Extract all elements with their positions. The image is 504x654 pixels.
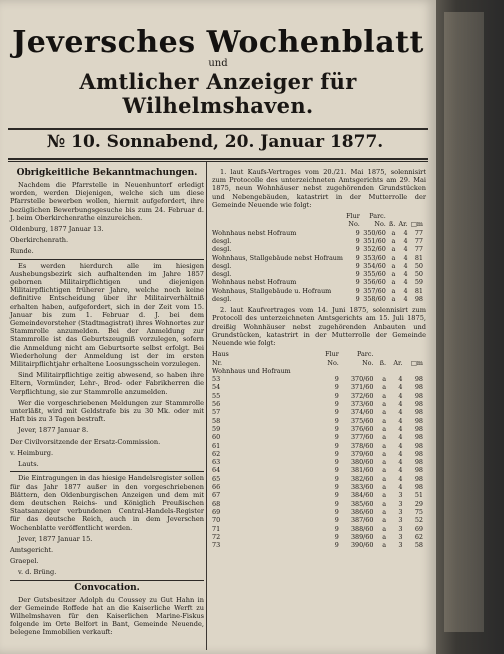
table-cell: 9	[355, 236, 360, 245]
table-cell: 3	[398, 516, 403, 525]
masthead	[8, 26, 428, 118]
issue-rule-bottom-thin	[8, 161, 428, 162]
table-cell: 9	[355, 270, 360, 279]
table-cell: 384/60	[350, 491, 374, 500]
table-cell: Nr.	[212, 358, 222, 367]
table-cell: 9	[334, 491, 339, 500]
table-cell: a	[382, 433, 387, 442]
table-cell: 3	[398, 532, 403, 541]
table-cell: desgl.	[212, 270, 232, 279]
table-cell: 4	[403, 253, 408, 262]
table-cell: 9	[334, 441, 339, 450]
table-cell: a	[382, 416, 387, 425]
table-row	[212, 287, 426, 295]
table-cell: 357/60	[363, 286, 386, 295]
table-row	[212, 458, 426, 466]
table-row	[212, 237, 426, 245]
table-cell: 77	[414, 245, 423, 254]
notice-signature: Jever, 1877 Januar 8.	[18, 426, 89, 435]
table-cell: 9	[334, 391, 339, 400]
table-cell: 98	[414, 466, 423, 475]
table-cell: 69	[414, 524, 423, 533]
table-cell: 9	[334, 433, 339, 442]
table-cell: 70	[212, 516, 221, 525]
table-cell: Wohnhaus, Stallgebäude u. Hofraum	[212, 286, 332, 295]
table-cell: 77	[414, 228, 423, 237]
table-cell: 9	[334, 541, 339, 550]
table-cell: 9	[334, 474, 339, 483]
table-cell: 379/60	[350, 449, 374, 458]
table-cell: 9	[334, 499, 339, 508]
table-row	[212, 229, 426, 237]
notice-signature: Jever, 1877 Januar 15.	[18, 534, 93, 543]
table-row	[212, 442, 426, 450]
table-row	[212, 466, 426, 474]
table-cell: 9	[334, 466, 339, 475]
issue-line: № 10. Sonnabend, 20. Januar 1877.	[46, 132, 384, 152]
table-cell: a	[382, 424, 387, 433]
table-cell: a	[382, 400, 387, 409]
table-row	[212, 408, 426, 416]
table-cell: 4	[398, 408, 403, 417]
table-cell: 55	[212, 391, 221, 400]
table-cell: 376/60	[350, 424, 374, 433]
section-heading: Obrigkeitliche Bekanntmachungen.	[16, 168, 198, 178]
newspaper-subtitle: Amtlicher Anzeiger für Wilhelmshaven.	[79, 69, 357, 118]
table-cell: 9	[355, 286, 360, 295]
column-divider	[206, 162, 207, 650]
notice-handelsregister: Die Eintragungen in das hiesige Handelsregister sollen für das Jahr 1877 außer in den vorgeschriebenen Blättern, den Oldenburgischen Anzeigen und dem mit dem deutschen Reichs- und Königlich Preußischen Staatsanzeiger verbundenen Central-Handels-Register für das deutsche Reich, auch in dem Jeverschen Wochenblatte veröffentlicht werden.	[10, 474, 204, 532]
table-row-label	[212, 367, 426, 375]
notice-signature: Der Civilvorsitzende der Ersatz-Commission.	[10, 437, 161, 446]
table-cell: 98	[414, 391, 423, 400]
table-cell: ß.	[388, 220, 396, 229]
table-cell	[212, 220, 346, 228]
table-row	[212, 417, 426, 425]
table-cell: 389/60	[350, 532, 374, 541]
table-cell: 98	[414, 441, 423, 450]
table-cell: Wohnhaus, Stallgebäude nebst Hofraum	[212, 253, 343, 262]
table-cell: 50	[414, 261, 423, 270]
table-cell: a	[391, 245, 396, 254]
table-row	[212, 270, 426, 278]
table-cell: 58	[414, 541, 423, 550]
table-cell: a	[382, 532, 387, 541]
notice-convocation: Der Gutsbesitzer Adolph du Coussey zu Gut Hahn in der Gemeinde Roffede hat an die Kaiserliche Werft zu Wilhelmshaven für den Kaiserlichen Marine-Fiskus folgende im Orte Belfort in Bant, Gemeinde Neuende, belegene Immobilien verkauft:	[10, 595, 204, 637]
table-cell: 68	[212, 499, 221, 508]
table-row	[212, 533, 426, 541]
table-row	[212, 525, 426, 533]
table-cell: 98	[414, 383, 423, 392]
notice-abwesend: Sind Militairpflichtige zeitig abwesend, so haben ihre Eltern, Vormünder, Lehr-, Brod- oder Fabrikherren die Verpflichtung, sie zur Stammrolle anzumelden.	[10, 371, 204, 396]
table-cell: 385/60	[350, 499, 374, 508]
table-cell: 386/60	[350, 507, 374, 516]
table-cell: a	[382, 516, 387, 525]
left-column	[10, 168, 204, 640]
table-cell: 67	[212, 491, 221, 500]
table-row	[212, 541, 426, 549]
table-cell: a	[391, 228, 396, 237]
table-cell: desgl.	[212, 261, 232, 270]
table-cell: Wohnhaus nebst Hofraum	[212, 278, 297, 287]
table-cell: 98	[414, 375, 423, 384]
table-cell: a	[382, 541, 387, 550]
table-cell: 81	[414, 286, 423, 295]
property-table-1	[212, 212, 426, 303]
table-row	[212, 278, 426, 286]
table-cell: 9	[334, 449, 339, 458]
table-cell: 4	[398, 433, 403, 442]
table-cell: 351/60	[363, 236, 386, 245]
table-cell	[376, 350, 389, 358]
table-row	[212, 254, 426, 262]
table-row	[212, 425, 426, 433]
table-cell: 377/60	[350, 433, 374, 442]
table-cell: a	[391, 278, 396, 287]
table-cell	[342, 367, 377, 375]
table-cell: 381/60	[350, 466, 374, 475]
table-cell: 387/60	[350, 516, 374, 525]
table-cell: Haus	[212, 350, 229, 359]
table-cell: desgl.	[212, 236, 232, 245]
table-cell: 4	[398, 416, 403, 425]
table-cell: 98	[414, 458, 423, 467]
notice-signature: Amtsgericht.	[10, 545, 54, 554]
table-cell: 390/60	[350, 541, 374, 550]
notice-strafe: Wer die vorgeschriebenen Meldungen zur Stammrolle unterläßt, wird mit Geldstrafe bis zu 30 Mk. oder mit Haft bis zu 3 Tagen bestraft.	[10, 398, 204, 424]
table-cell	[389, 212, 399, 220]
table-cell: 71	[212, 524, 221, 533]
table-cell: 9	[355, 261, 360, 270]
notice-stammrolle: Es werden hierdurch alle im hiesigen Aushebungsbezirk sich aufhaltenden im Jahre 1857 gebornen Militairpflichtigen und diejenigen Militairpflichtigen früherer Jahre, welche noch keine definitive Entscheidung über ihr Militairverhältniß erhalten haben, aufgefordert, sich in der Zeit vom 15. Januar bis zum 1. Februar d. J. bei dem Gemeindevorsteher (Stadtmagistrat) ihres Wohnortes zur Stammrolle anzumelden. Bei der Anmeldung zur Stammrolle ist das Geburtszeugniß vorzulegen, sofern die Anmeldung nicht am Geburtsorte selbst erfolgt. Bei Wiederholung der Anmeldung ist der im ersten Militairpflichtjahr erhaltene Loosungsschein vorzulegen.	[10, 261, 204, 369]
table-row	[212, 245, 426, 253]
table-cell: 370/60	[350, 375, 374, 384]
notice-signature: v. d. Brüng.	[18, 568, 57, 577]
table-cell	[376, 367, 389, 375]
convocation-heading: Convocation.	[74, 582, 140, 593]
table-cell: 3	[398, 507, 403, 516]
table-cell: Ar.	[393, 358, 403, 367]
table-cell: 58	[212, 416, 221, 425]
table-cell: 371/60	[350, 383, 374, 392]
table-cell: 375/60	[350, 416, 374, 425]
table-row	[212, 295, 426, 303]
table-cell: 353/60	[363, 253, 386, 262]
table-cell: a	[391, 253, 396, 262]
table-cell: 4	[398, 441, 403, 450]
table-cell: 62	[212, 449, 221, 458]
table-row	[212, 508, 426, 516]
table-cell: 372/60	[350, 391, 374, 400]
table-row	[212, 450, 426, 458]
table-cell: 9	[334, 524, 339, 533]
notice-signature: Oldenburg, 1877 Januar 13.	[10, 225, 104, 234]
table-cell: a	[382, 524, 387, 533]
table-cell: 4	[403, 228, 408, 237]
table-cell: 3	[398, 491, 403, 500]
table-cell: 4	[403, 270, 408, 279]
table-cell: 4	[398, 474, 403, 483]
table-cell: 51	[414, 491, 423, 500]
table-cell: 4	[398, 391, 403, 400]
table-row	[212, 383, 426, 391]
table-cell: 9	[334, 408, 339, 417]
table-cell: 52	[414, 516, 423, 525]
table-cell: a	[391, 236, 396, 245]
table-cell: 9	[334, 458, 339, 467]
table-cell: 63	[212, 458, 221, 467]
table-cell: 69	[212, 507, 221, 516]
table-cell: 373/60	[350, 400, 374, 409]
table-cell: a	[382, 383, 387, 392]
table-cell: Parc.	[356, 350, 374, 359]
table-row	[212, 491, 426, 499]
table-cell: 4	[398, 483, 403, 492]
table-cell: a	[382, 491, 387, 500]
table-cell: Wohnhaus nebst Hofraum	[212, 228, 297, 237]
table-cell: a	[382, 499, 387, 508]
table-cell: 77	[414, 236, 423, 245]
table-cell: 61	[212, 441, 221, 450]
table-cell: No.	[374, 220, 386, 229]
table-cell: a	[391, 261, 396, 270]
table-row	[212, 400, 426, 408]
table-cell: No.	[327, 358, 339, 367]
table-cell: 9	[355, 245, 360, 254]
table-cell: 9	[334, 416, 339, 425]
table-cell: 4	[398, 424, 403, 433]
table-cell: 358/60	[363, 294, 386, 303]
table-cell: a	[382, 507, 387, 516]
separator	[10, 259, 204, 260]
table-cell: 354/60	[363, 261, 386, 270]
table-cell: a	[382, 408, 387, 417]
table-cell: 56	[212, 400, 221, 409]
table-row	[212, 433, 426, 441]
table-cell	[405, 350, 426, 358]
separator	[10, 580, 204, 581]
table-cell: 4	[398, 449, 403, 458]
table-cell: 9	[334, 424, 339, 433]
table-row	[212, 262, 426, 270]
table-cell: 72	[212, 532, 221, 541]
table-cell: a	[382, 474, 387, 483]
property-item-2: 2. laut Kaufvertrages vom 14. Juni 1875, solennisirt zum Protocoll des unterzeichneten Amtsgerichts am 15. Juli 1875, dreißig Wohnhäuser nebst zugehörenden Anbauten und Grundstücken, katastrirt in der Mutterrolle der Gemeinde Neuende wie folgt:	[212, 306, 426, 348]
table-cell: Parc.	[369, 212, 386, 221]
table-cell	[212, 212, 346, 220]
table-cell: 98	[414, 294, 423, 303]
table-cell: 4	[398, 383, 403, 392]
table-header	[212, 359, 426, 367]
table-cell: No.	[348, 220, 360, 229]
masthead-und: und	[208, 58, 228, 69]
table-cell: a	[391, 286, 396, 295]
table-cell: a	[391, 270, 396, 279]
table-cell: a	[391, 294, 396, 303]
table-cell: a	[382, 441, 387, 450]
table-cell: desgl.	[212, 294, 232, 303]
table-cell: desgl.	[212, 245, 232, 254]
notice-signature: v. Heimburg.	[10, 448, 54, 457]
table-cell: 4	[398, 458, 403, 467]
table-header	[212, 350, 426, 358]
table-cell: 59	[212, 424, 221, 433]
table-cell: □m	[410, 358, 423, 367]
table-cell: 352/60	[363, 245, 386, 254]
table-cell: Ar.	[398, 220, 408, 229]
table-cell: 98	[414, 408, 423, 417]
table-cell: 382/60	[350, 474, 374, 483]
table-cell: 4	[403, 236, 408, 245]
table-cell: 64	[212, 466, 221, 475]
table-cell: 98	[414, 433, 423, 442]
table-cell: 9	[355, 294, 360, 303]
table-cell: a	[382, 483, 387, 492]
table-cell: 9	[355, 253, 360, 262]
notice-signature: Graepel.	[10, 557, 39, 566]
table-cell: 9	[334, 516, 339, 525]
table-cell: 98	[414, 474, 423, 483]
table-cell: 53	[212, 375, 221, 384]
table-cell: 9	[334, 375, 339, 384]
property-table-2	[212, 350, 426, 549]
table-cell: 380/60	[350, 458, 374, 467]
table-cell: 3	[398, 499, 403, 508]
table-cell: □m	[410, 220, 423, 229]
issue-rule-bottom	[8, 158, 428, 160]
table-cell	[398, 212, 410, 220]
property-item-1: 1. laut Kaufs-Vertrages vom 20./21. Mai 1875, solennisirt zum Protocolle des unterzeichneten Amtsgerichts am 29. Mai 1875, neun Wohnhäuser nebst zugehörenden Grundstücken und Nebengebäuden, katastrirt in der Mutterrolle der Gemeinde Neuende wie folgt:	[212, 168, 426, 209]
table-cell: 98	[414, 400, 423, 409]
table-cell: 9	[334, 383, 339, 392]
table-cell: 383/60	[350, 483, 374, 492]
table-cell: 4	[403, 294, 408, 303]
notice-pfarrstelle: Nachdem die Pfarrstelle in Neuenhuntorf erledigt worden, werden Diejenigen, welche sich um diese Pfarrstelle bewerben wollen, hiermit aufgefordert, ihre bezüglichen Bewerbungsgesuche bis zum 24. Februar d. J. beim Oberkirchenrathe einzureichen.	[10, 181, 204, 222]
table-cell: 374/60	[350, 408, 374, 417]
table-row	[212, 483, 426, 491]
table-cell: 62	[414, 532, 423, 541]
table-cell: 4	[398, 400, 403, 409]
newspaper-title: Jeversches Wochenblatt	[12, 25, 424, 60]
table-cell: a	[382, 466, 387, 475]
table-cell: 65	[212, 474, 221, 483]
table-cell: 350/60	[363, 228, 386, 237]
notice-signature: Lauts.	[18, 460, 39, 469]
table-cell: Flur	[325, 350, 339, 359]
table-header	[212, 212, 426, 220]
separator	[10, 471, 204, 472]
table-cell: 98	[414, 424, 423, 433]
table-cell	[319, 367, 342, 375]
table-cell: a	[382, 375, 387, 384]
table-cell: 75	[414, 507, 423, 516]
table-cell: 50	[414, 270, 423, 279]
table-cell: 9	[355, 228, 360, 237]
table-cell: 9	[334, 532, 339, 541]
right-column	[212, 168, 426, 549]
table-cell: 66	[212, 483, 221, 492]
table-cell: 60	[212, 433, 221, 442]
table-cell: 29	[414, 499, 423, 508]
notice-signature: Oberkirchenrath.	[10, 236, 69, 245]
table-cell: 388/60	[350, 524, 374, 533]
table-cell: 98	[414, 483, 423, 492]
table-cell	[389, 367, 405, 375]
table-cell: 81	[414, 253, 423, 262]
table-cell: 98	[414, 449, 423, 458]
table-row	[212, 475, 426, 483]
table-cell: 54	[212, 383, 221, 392]
table-cell: 9	[334, 400, 339, 409]
issue-rule-top	[8, 128, 428, 130]
table-cell: No.	[362, 358, 374, 367]
table-cell: 356/60	[363, 278, 386, 287]
notice-signature: Runde.	[10, 247, 34, 256]
table-cell: 98	[414, 416, 423, 425]
table-cell: a	[382, 391, 387, 400]
table-cell: 355/60	[363, 270, 386, 279]
table-cell: a	[382, 449, 387, 458]
table-cell	[405, 367, 426, 375]
table-cell: 4	[403, 245, 408, 254]
table-cell: 4	[398, 375, 403, 384]
table-cell: Wohnhaus und Hofraum	[212, 366, 291, 375]
table-cell: 3	[398, 524, 403, 533]
page-edge	[436, 0, 504, 654]
table-row	[212, 516, 426, 524]
table-row	[212, 500, 426, 508]
table-cell	[411, 212, 426, 220]
table-row	[212, 392, 426, 400]
table-cell: 4	[403, 286, 408, 295]
table-cell: 57	[212, 408, 221, 417]
table-cell: 59	[414, 278, 423, 287]
table-cell: 3	[398, 541, 403, 550]
table-cell: 378/60	[350, 441, 374, 450]
table-cell: 9	[334, 483, 339, 492]
table-cell: 9	[334, 507, 339, 516]
table-header	[212, 220, 426, 228]
table-row	[212, 375, 426, 383]
table-cell: ß.	[379, 358, 387, 367]
table-cell: 9	[355, 278, 360, 287]
table-cell: 4	[403, 278, 408, 287]
table-cell: 4	[403, 261, 408, 270]
table-cell: a	[382, 458, 387, 467]
table-cell	[389, 350, 405, 358]
table-cell: 73	[212, 541, 221, 550]
table-cell: Flur	[346, 212, 360, 221]
table-cell: 4	[398, 466, 403, 475]
